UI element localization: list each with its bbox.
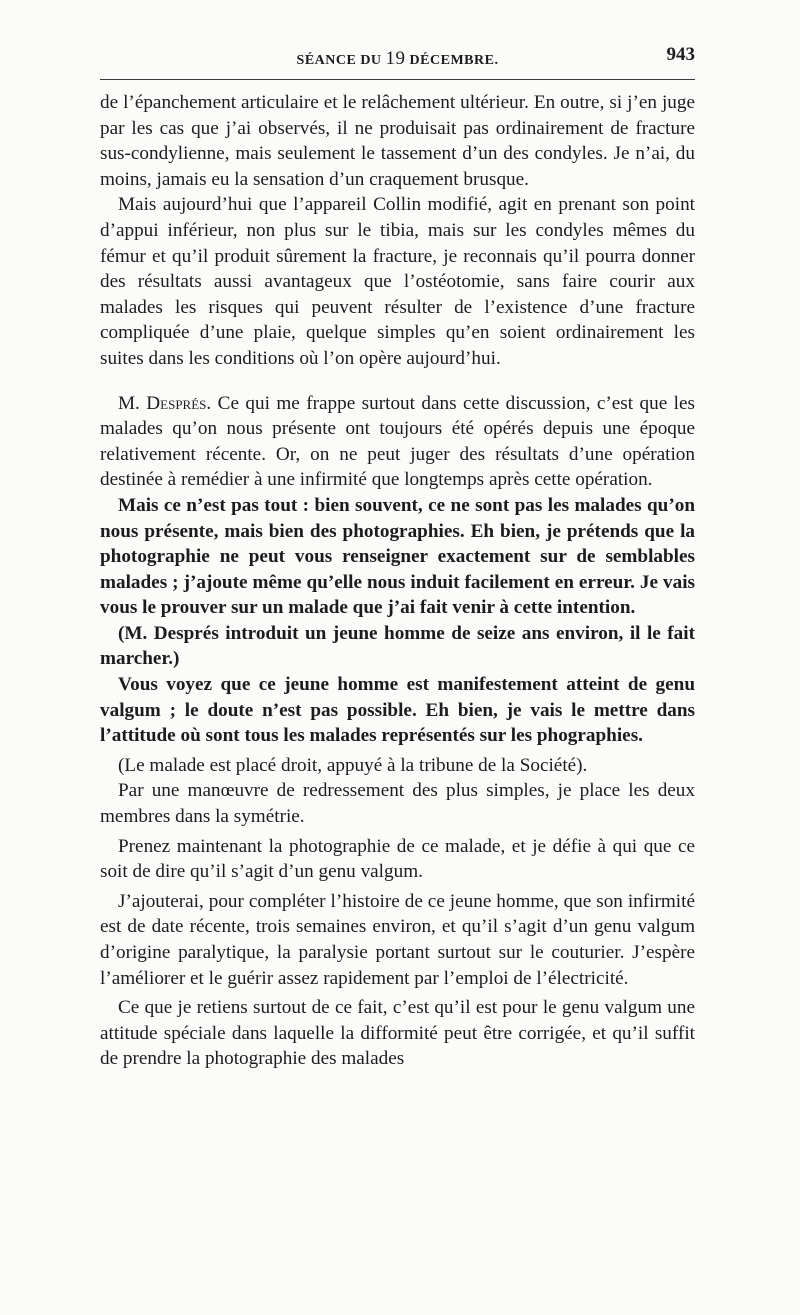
speaker-name: M. Després.	[118, 392, 212, 414]
paragraph-8: Par une manœuvre de redressement des plus simples, je place les deux membres dans la symétrie.	[100, 780, 695, 828]
running-header	[100, 40, 695, 70]
title-prefix: SÉANCE DU	[296, 53, 382, 68]
paragraph-2: Mais aujourd’hui que l’appareil Collin modifié, agit en prenant son point d’appui inférieur, non plus sur le tibia, mais sur les condyles mêmes du fémur et qu’il produit sûrement la fracture, je reconnais qu’il pourra donner des résultats aussi avantageux que l’ostéotomie, sans faire courir aux malades les risques qui peuvent résulter de l’existence d’une fracture compliquée d’une plaie, quelque simples qu’en soient ordinairement les suites dans les conditions où l’on opère aujourd’hui.	[100, 194, 695, 369]
title-suffix: DÉCEMBRE.	[409, 53, 499, 68]
paragraph-9: Prenez maintenant la photographie de ce malade, et je défie à qui que ce soit de dire qu’il s’agit d’un genu valgum.	[100, 835, 695, 883]
paragraph-4: Mais ce n’est pas tout : bien souvent, ce ne sont pas les malades qu’on nous présente, mais bien des photographies. Eh bien, je prétends que la photographie ne peut vous renseigner exactement sur de semblables malades ; j’ajoute même qu’elle nous induit facilement en erreur. Je vais vous le prouver sur un malade que j’ai fait venir à cette intention.	[100, 494, 695, 619]
paragraph-5: (M. Després introduit un jeune homme de seize ans environ, il le fait marcher.)	[100, 622, 695, 670]
paragraph-3	[100, 391, 695, 493]
body-text	[100, 90, 695, 1072]
header-rule	[100, 79, 695, 80]
title-day: 19	[385, 48, 406, 69]
paragraph-6: Vous voyez que ce jeune homme est manifestement atteint de genu valgum ; le doute n’est pas possible. Eh bien, je vais le mettre dans l’attitude où sont tous les malades représentés sur les phographies.	[100, 674, 695, 747]
page-number: 943	[666, 44, 695, 65]
paragraph-3-text: Ce qui me frappe surtout dans cette discussion, c’est que les malades qu’on nous présente ont toujours été opérés depuis une époque relativement récente. Or, on ne peut juger des résultats d’une opération destinée à remédier à une infirmité que longtemps après cette opération.	[100, 392, 695, 491]
paragraph-10: J’ajouterai, pour compléter l’histoire de ce jeune homme, que son infirmité est de date récente, trois semaines environ, et qu’il s’agit d’un genu valgum d’origine paralytique, la paralysie portant surtout sur le couturier. J’espère l’améliorer et le guérir assez rapidement par l’emploi de l’électricité.	[100, 890, 695, 989]
paragraph-11: Ce que je retiens surtout de ce fait, c’est qu’il est pour le genu valgum une attitude spéciale dans laquelle la difformité peut être corrigée, et qu’il suffit de prendre la photographie des malades	[100, 997, 695, 1070]
paragraph-7: (Le malade est placé droit, appuyé à la tribune de la Société).	[118, 754, 588, 776]
running-title	[100, 48, 695, 70]
paragraph-1: de l’épanchement articulaire et le relâchement ultérieur. En outre, si j’en juge par les cas que j’ai observés, il ne produisait pas ordinairement de fracture sus-condylienne, mais seulement le tassement d’un des condyles. Je n’ai, du moins, jamais eu la sensation d’un craquement brusque.	[100, 92, 695, 190]
